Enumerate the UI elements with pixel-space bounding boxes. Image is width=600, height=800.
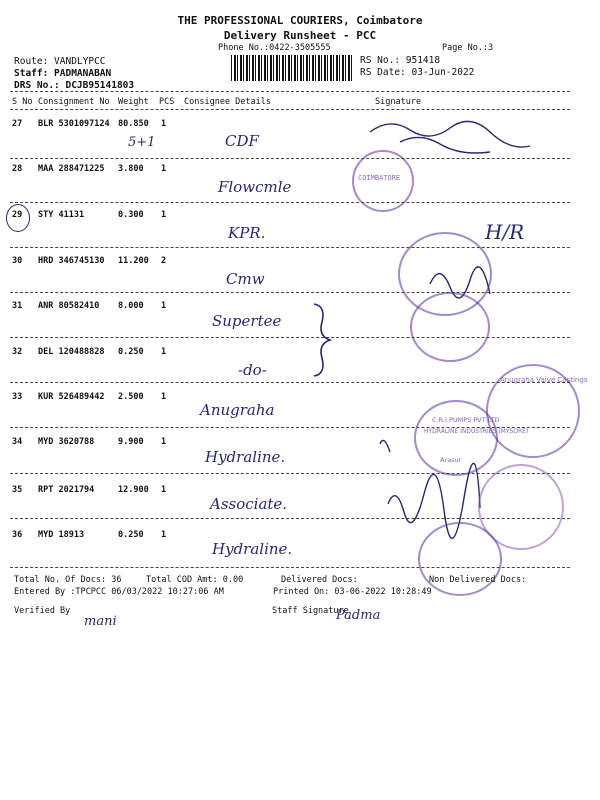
divider	[10, 91, 570, 92]
row-note: 5+1	[128, 135, 156, 150]
total-docs: Total No. Of Docs: 36	[14, 575, 122, 585]
row-weight: 0.250	[118, 530, 144, 540]
row-consignment: MYD 3620788	[38, 437, 95, 447]
divider	[10, 109, 570, 110]
col-weight: Weight	[118, 97, 149, 107]
company-title: THE PROFESSIONAL COURIERS, Coimbatore	[177, 14, 423, 27]
staff-handwritten-signature: Padma	[336, 608, 381, 623]
entered-by: Entered By :TPCPCC 06/03/2022 10:27:06 AM	[14, 587, 224, 597]
row-consignee-handwritten: Anugraha	[200, 401, 275, 419]
brace-mark	[310, 300, 334, 380]
company-stamp	[410, 292, 490, 362]
row-consignment: KUR 526489442	[38, 392, 105, 402]
row-sno: 29	[12, 210, 23, 220]
verified-signature: mani	[84, 614, 117, 629]
printed-on: Printed On: 03-06-2022 10:28:49	[273, 587, 432, 597]
row-pcs: 1	[161, 210, 167, 220]
non-delivered-docs: Non Delivered Docs:	[429, 575, 527, 585]
row-pcs: 1	[161, 347, 167, 357]
row-weight: 2.500	[118, 392, 144, 402]
rs-date: RS Date: 03-Jun-2022	[360, 67, 475, 78]
row-sno: 34	[12, 437, 23, 447]
row-pcs: 2	[161, 256, 167, 266]
row-consignment: DEL 120488828	[38, 347, 105, 357]
row-weight: 0.250	[118, 347, 144, 357]
company-stamp	[414, 400, 498, 476]
staff: Staff: PADMANABAN	[14, 68, 112, 79]
row-weight: 9.900	[118, 437, 144, 447]
row-pcs: 1	[161, 301, 167, 311]
row-consignee-handwritten: Flowcmle	[218, 178, 292, 196]
row-consignment: MYD 18913	[38, 530, 85, 540]
row-consignee-handwritten: KPR.	[228, 224, 266, 242]
row-pcs: 1	[161, 437, 167, 447]
phone-number: Phone No.:0422-3505555	[218, 43, 331, 53]
row-sno: 31	[12, 301, 23, 311]
row-consignee-handwritten: Cmw	[226, 270, 265, 288]
row-weight: 12.900	[118, 485, 149, 495]
stamp-text: Anugraha Valve Castings	[500, 376, 588, 384]
row-consignment: ANR 80582410	[38, 301, 100, 311]
row-pcs: 1	[161, 392, 167, 402]
row-pcs: 1	[161, 530, 167, 540]
row-weight: 3.800	[118, 164, 144, 174]
row-sno: 35	[12, 485, 23, 495]
row-sno: 27	[12, 119, 23, 129]
row-consignee-handwritten: CDF	[225, 132, 259, 150]
stamp-text: C.R.I PUMPS PVT LTD	[432, 416, 500, 424]
stamp-text: Arasur	[440, 456, 462, 464]
delivered-docs: Delivered Docs:	[281, 575, 358, 585]
rs-number: RS No.: 951418	[360, 55, 441, 66]
col-pcs: PCS	[159, 97, 175, 107]
route: Route: VANDLYPCC	[14, 56, 106, 67]
staff-signature: Staff Signature	[272, 606, 349, 616]
barcode	[231, 55, 353, 81]
col-sno: S No	[12, 97, 33, 107]
row-weight: 80.850	[118, 119, 149, 129]
row-consignment: BLR 5301097124	[38, 119, 110, 129]
row-consignment: STY 41131	[38, 210, 85, 220]
row-weight: 11.200	[118, 256, 149, 266]
page-number: Page No.:3	[442, 43, 494, 53]
total-cod: Total COD Amt: 0.00	[146, 575, 244, 585]
row-weight: 8.000	[118, 301, 144, 311]
row-sno: 28	[12, 164, 23, 174]
verified-by: Verified By	[14, 606, 71, 616]
row-sno: 32	[12, 347, 23, 357]
row-pcs: 1	[161, 485, 167, 495]
row-consignee-handwritten: Hydraline.	[205, 448, 286, 466]
row-pcs: 1	[161, 119, 167, 129]
row-sno: 36	[12, 530, 23, 540]
col-consignee: Consignee Details	[184, 97, 271, 107]
drs-number: DRS No.: DCJB95141803	[14, 80, 135, 91]
col-signature: Signature	[375, 97, 422, 107]
row-weight: 0.300	[118, 210, 144, 220]
stamp-text: HYDRALINE INDUSTRIES (MYSORE)	[424, 428, 529, 435]
row-consignee-handwritten: Supertee	[212, 312, 282, 330]
row-pcs: 1	[161, 164, 167, 174]
document-title: Delivery Runsheet - PCC	[223, 29, 377, 42]
row-consignee-handwritten: Associate.	[210, 495, 288, 513]
row-consignment: RPT 2021794	[38, 485, 95, 495]
row-signature: H/R	[485, 220, 525, 244]
row-consignment: MAA 288471225	[38, 164, 105, 174]
stamp-text: COIMBATORE	[358, 174, 401, 182]
row-sno: 33	[12, 392, 23, 402]
row-consignee-handwritten: Hydraline.	[212, 540, 293, 558]
row-sno: 30	[12, 256, 23, 266]
row-consignee-handwritten: -do-	[238, 361, 267, 379]
row-consignment: HRD 346745130	[38, 256, 105, 266]
col-consignment: Consignment No	[38, 97, 110, 107]
